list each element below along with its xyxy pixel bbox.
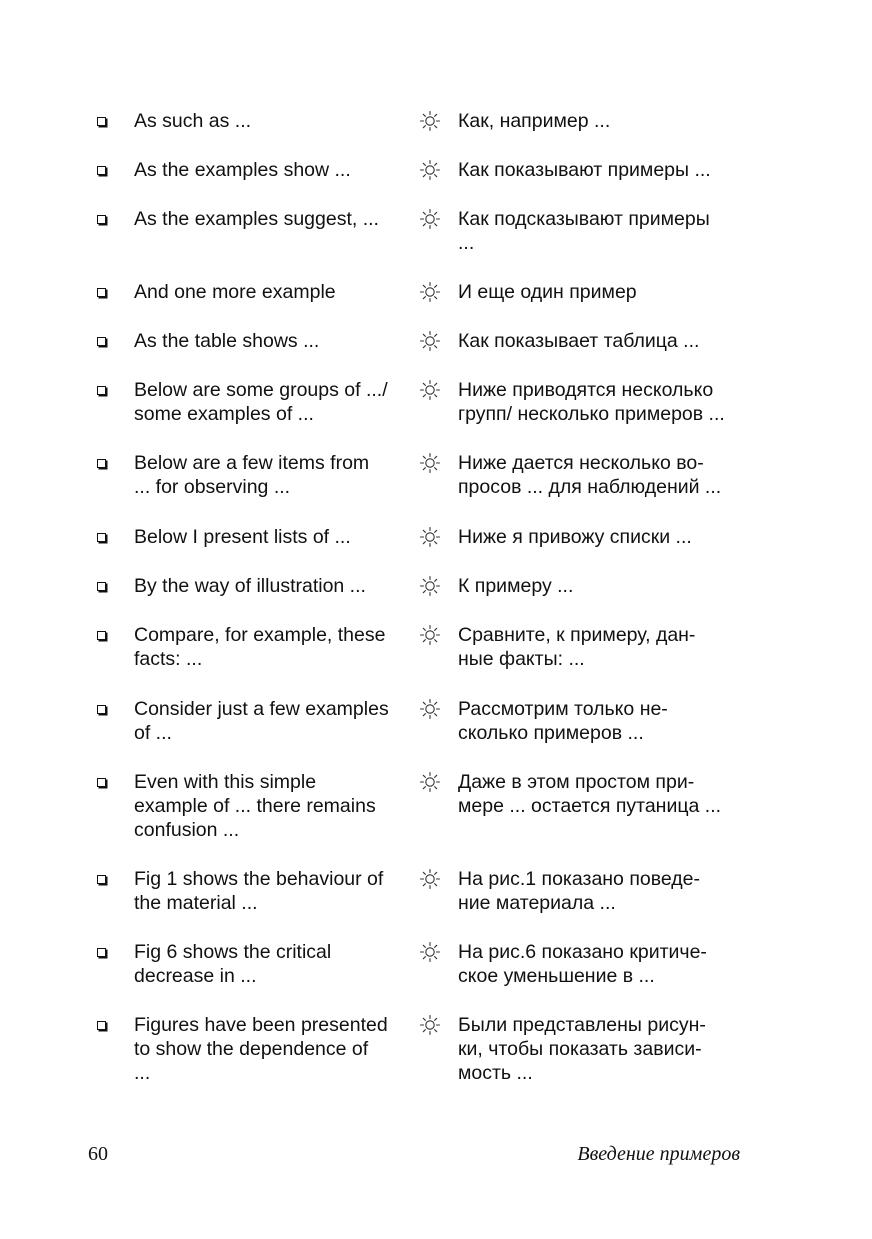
sun-icon [419,941,441,963]
running-title: Введение примеров [577,1143,740,1165]
english-phrase: Consider just a few examples of ... [134,698,389,744]
checkbox-bullet-icon [97,533,106,542]
sun-icon [419,868,441,890]
checkbox-bullet-icon [97,582,106,591]
russian-translation: Рассмотрим только не- сколько примеров ... [458,698,668,744]
russian-translation: Были представлены рисун- ки, чтобы показать зависи- мость ... [458,1014,706,1084]
russian-translation: Ниже дается несколько во- просов ... для наблюдений ... [458,452,722,498]
russian-translation: Ниже приводятся несколько групп/ несколько примеров ... [458,379,725,425]
sun-icon [419,526,441,548]
sun-icon [419,624,441,646]
russian-translation: Даже в этом простом при- мере ... остается путаница ... [458,771,722,817]
checkbox-bullet-icon [97,705,106,714]
checkbox-bullet-icon [97,337,106,346]
russian-translation: К примеру ... [458,575,574,597]
russian-translation: Как, например ... [458,110,611,132]
checkbox-bullet-icon [97,117,106,126]
checkbox-bullet-icon [97,778,106,787]
russian-translation: На рис.1 показано поведе- ние материала ... [458,868,700,914]
sun-icon [419,771,441,793]
russian-translation: Как показывают примеры ... [458,159,711,181]
russian-translation: Как показывает таблица ... [458,330,700,352]
russian-translation: И еще один пример [458,281,637,303]
english-phrase: As the examples show ... [134,159,351,181]
sun-icon [419,452,441,474]
checkbox-bullet-icon [97,875,106,884]
checkbox-bullet-icon [97,1021,106,1030]
checkbox-bullet-icon [97,948,106,957]
english-phrase: Figures have been presented to show the dependence of ... [134,1014,388,1084]
english-phrase: Fig 1 shows the behaviour of the material ... [134,868,384,914]
english-phrase: And one more example [134,281,336,303]
checkbox-bullet-icon [97,631,106,640]
checkbox-bullet-icon [97,386,106,395]
sun-icon [419,208,441,230]
sun-icon [419,1014,441,1036]
english-phrase: Below are a few items from ... for observing ... [134,452,370,498]
checkbox-bullet-icon [97,459,106,468]
checkbox-bullet-icon [97,166,106,175]
sun-icon [419,698,441,720]
english-phrase: As such as ... [134,110,252,132]
sun-icon [419,330,441,352]
english-phrase: Fig 6 shows the critical decrease in ... [134,941,332,987]
english-phrase: Below I present lists of ... [134,526,351,548]
sun-icon [419,110,441,132]
english-phrase: Below are some groups of .../ some examples of ... [134,379,388,425]
page-number: 60 [88,1143,108,1165]
russian-translation: На рис.6 показано критиче- ское уменьшение в ... [458,941,707,987]
sun-icon [419,281,441,303]
english-phrase: As the examples suggest, ... [134,208,379,230]
english-phrase: By the way of illustration ... [134,575,366,597]
sun-icon [419,575,441,597]
russian-translation: Ниже я привожу списки ... [458,526,692,548]
checkbox-bullet-icon [97,215,106,224]
english-phrase: Even with this simple example of ... there remains confusion ... [134,771,376,841]
sun-icon [419,159,441,181]
english-phrase: As the table shows ... [134,330,320,352]
russian-translation: Сравните, к примеру, дан- ные факты: ... [458,624,696,670]
russian-translation: Как подсказывают примеры ... [458,208,710,254]
checkbox-bullet-icon [97,288,106,297]
sun-icon [419,379,441,401]
english-phrase: Compare, for example, these facts: ... [134,624,386,670]
